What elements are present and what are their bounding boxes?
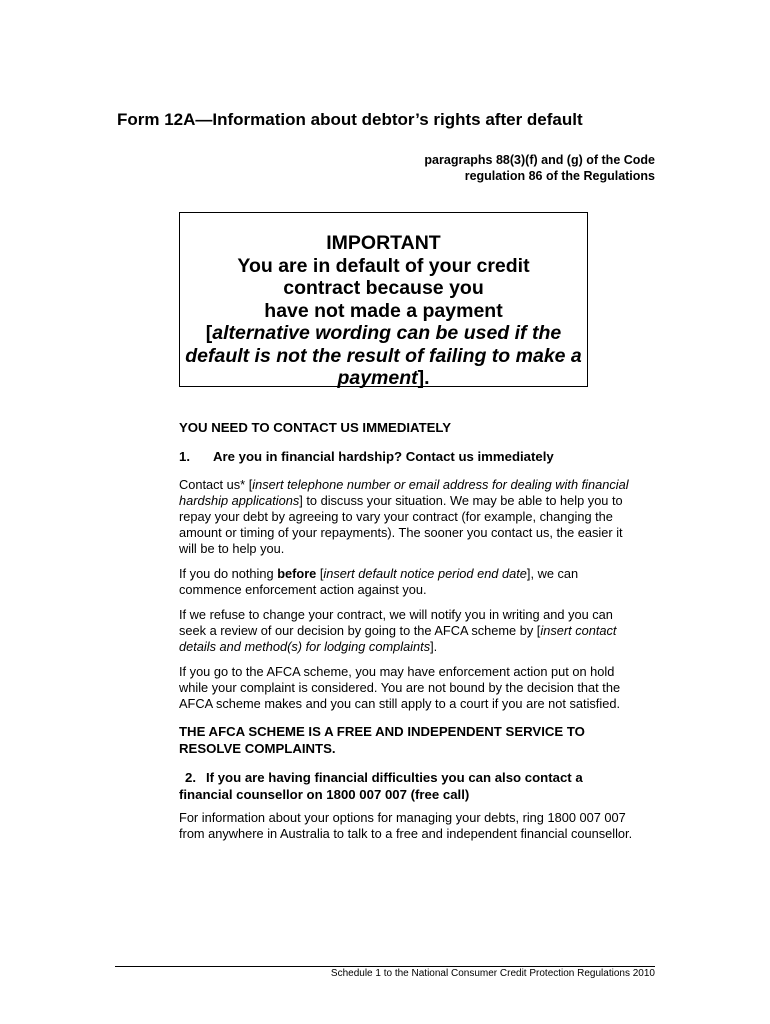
financial-counsellor-paragraph: For information about your options for managing your debts, ring 1800 007 007 from anywhere in Australia to talk to a free and independent financial counsellor. (179, 810, 633, 841)
close-bracket: ]. (417, 367, 430, 389)
form-title: Form 12A—Information about debtor’s rights after default (117, 110, 583, 129)
section-heading-text: Are you in financial hardship? Contact us immediately (213, 449, 554, 464)
legislative-references (424, 152, 655, 184)
page-footer: Schedule 1 to the National Consumer Credit Protection Regulations 2010 (330, 968, 655, 979)
regulation-reference: regulation 86 of the Regulations (464, 169, 655, 183)
alternative-wording-note (180, 322, 587, 390)
placeholder-instruction: insert telephone number or email address for dealing with financial hardship applications (179, 477, 629, 508)
important-heading: IMPORTANT (326, 232, 441, 254)
placeholder-instruction: insert default notice period end date (323, 566, 527, 581)
footer-divider (115, 966, 655, 967)
text-run: [ (316, 566, 324, 581)
code-reference: paragraphs 88(3)(f) and (g) of the Code (424, 153, 655, 167)
default-notice-line: have not made a payment (264, 299, 503, 322)
afca-free-service-notice: THE AFCA SCHEME IS A FREE AND INDEPENDENT SERVICE TO RESOLVE COMPLAINTS. (179, 724, 585, 756)
notice-body (179, 419, 639, 842)
hardship-contact-paragraph (179, 477, 639, 557)
text-run: If we refuse to change your contract, we will notify you in writing and you can seek a review of our decision by going to the AFCA scheme by [ (179, 607, 613, 638)
text-run: ]. (430, 639, 438, 654)
section-number: 1. (179, 449, 190, 464)
section-heading-text: If you are having financial difficulties you can also contact a financial counsellor on 1800 007 007 (free call) (179, 770, 583, 802)
contact-heading: YOU NEED TO CONTACT US IMMEDIATELY (179, 420, 452, 435)
text-run: Contact us* [ (179, 477, 253, 492)
important-notice-box (179, 212, 588, 387)
refusal-review-paragraph (179, 607, 639, 655)
section-2-heading (179, 769, 639, 803)
emphasis-before: before (277, 566, 317, 581)
text-run: If you do nothing (179, 566, 278, 581)
text-run: ], we can commence enforcement action against you. (179, 566, 579, 597)
alternative-wording-text: alternative wording can be used if the default is not the result of failing to make a payment (185, 322, 582, 389)
afca-hold-paragraph: If you go to the AFCA scheme, you may have enforcement action put on hold while your complaint is considered. You are not bound by the decision that the AFCA scheme makes and you can still apply to a court if you are not satisfied. (179, 664, 621, 711)
default-notice-line: You are in default of your credit (237, 254, 530, 277)
section-number: 2. (185, 770, 196, 785)
text-run: ] to discuss your situation. We may be able to help you to repay your debt by agreeing to vary your contract (for example, changing the amount or timing of your repayments). The sooner you contact us, the easier it will be to help you. (179, 493, 623, 556)
default-notice-line: contract because you (283, 277, 484, 299)
placeholder-instruction: insert contact details and method(s) for lodging complaints (179, 623, 617, 654)
enforcement-warning-paragraph (179, 566, 639, 598)
section-1-heading (179, 449, 639, 465)
open-bracket: [ (205, 322, 213, 344)
